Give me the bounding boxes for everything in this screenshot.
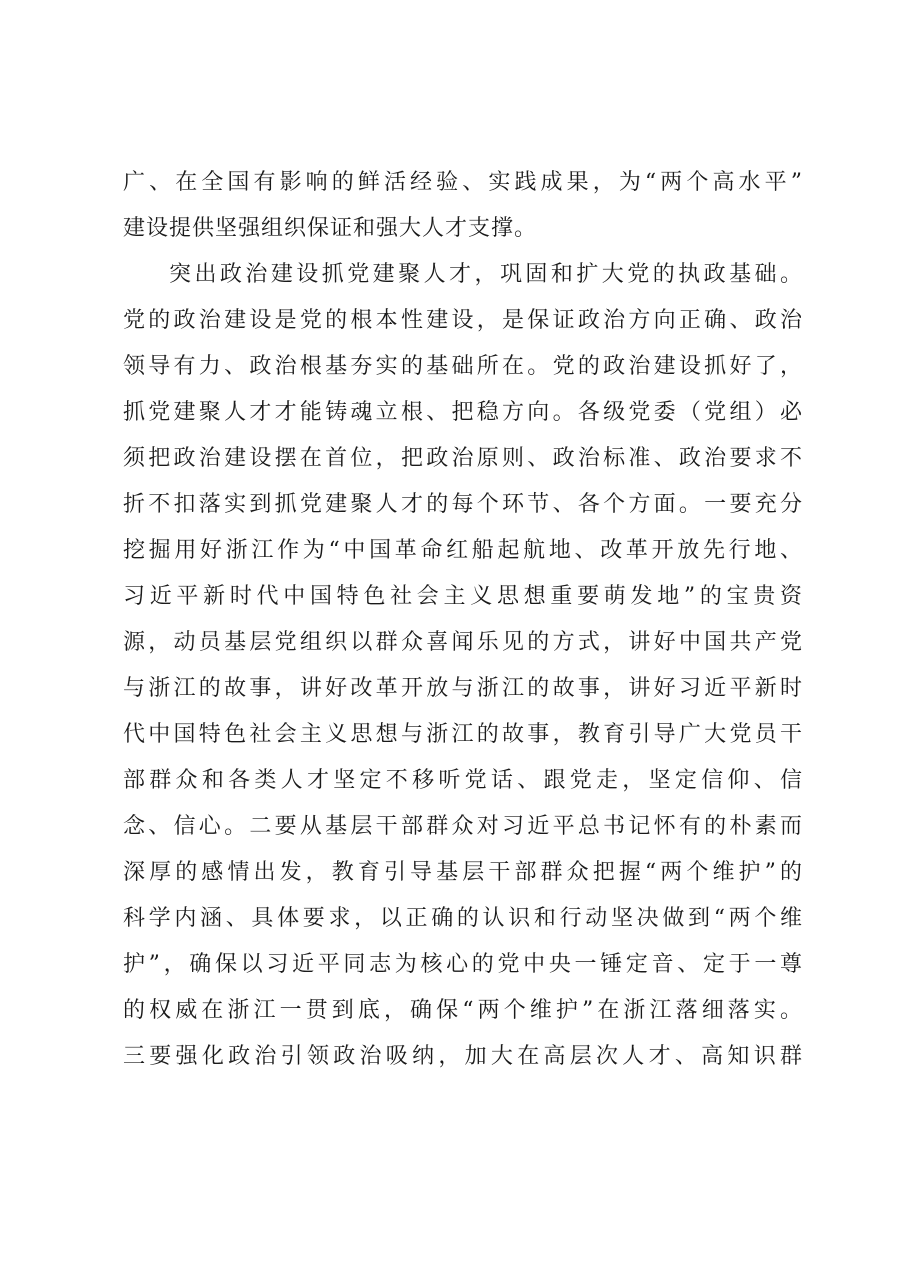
- text-line: 的权威在浙江一贯到底，确保“两个维护”在浙江落细落实。: [123, 998, 803, 1023]
- text-line: 领导有力、政治根基夯实的基础所在。党的政治建设抓好了，: [123, 354, 803, 379]
- text-line: 源，动员基层党组织以群众喜闻乐见的方式，讲好中国共产党: [123, 630, 803, 655]
- text-line: 代中国特色社会主义思想与浙江的故事，教育引导广大党员干: [123, 722, 803, 747]
- text-line: 广、在全国有影响的鲜活经验、实践成果，为“两个高水平”: [123, 170, 803, 195]
- text-line: 须把政治建设摆在首位，把政治原则、政治标准、政治要求不: [123, 446, 803, 471]
- text-line: 挖掘用好浙江作为“中国革命红船起航地、改革开放先行地、: [123, 538, 803, 563]
- text-line: 念、信心。二要从基层干部群众对习近平总书记怀有的朴素而: [123, 814, 803, 839]
- paragraph-heading-line: 突出政治建设抓党建聚人才，巩固和扩大党的执政基础。: [169, 262, 803, 287]
- text-line: 折不扣落实到抓党建聚人才的每个环节、各个方面。一要充分: [123, 492, 803, 517]
- text-line: 抓党建聚人才才能铸魂立根、把稳方向。各级党委（党组）必: [123, 400, 803, 425]
- text-line: 与浙江的故事，讲好改革开放与浙江的故事，讲好习近平新时: [123, 676, 803, 701]
- text-line: 深厚的感情出发，教育引导基层干部群众把握“两个维护”的: [123, 860, 803, 885]
- text-line: 三要强化政治引领政治吸纳，加大在高层次人才、高知识群: [123, 1044, 803, 1069]
- text-line: 党的政治建设是党的根本性建设，是保证政治方向正确、政治: [123, 308, 803, 333]
- text-line: 科学内涵、具体要求，以正确的认识和行动坚决做到“两个维: [123, 906, 803, 931]
- text-line: 习近平新时代中国特色社会主义思想重要萌发地”的宝贵资: [123, 584, 803, 609]
- body-text: [123, 160, 803, 1080]
- text-line: 护”，确保以习近平同志为核心的党中央一锤定音、定于一尊: [123, 952, 803, 977]
- text-line: 部群众和各类人才坚定不移听党话、跟党走，坚定信仰、信: [123, 768, 803, 793]
- text-line: 建设提供坚强组织保证和强大人才支撑。: [123, 216, 538, 241]
